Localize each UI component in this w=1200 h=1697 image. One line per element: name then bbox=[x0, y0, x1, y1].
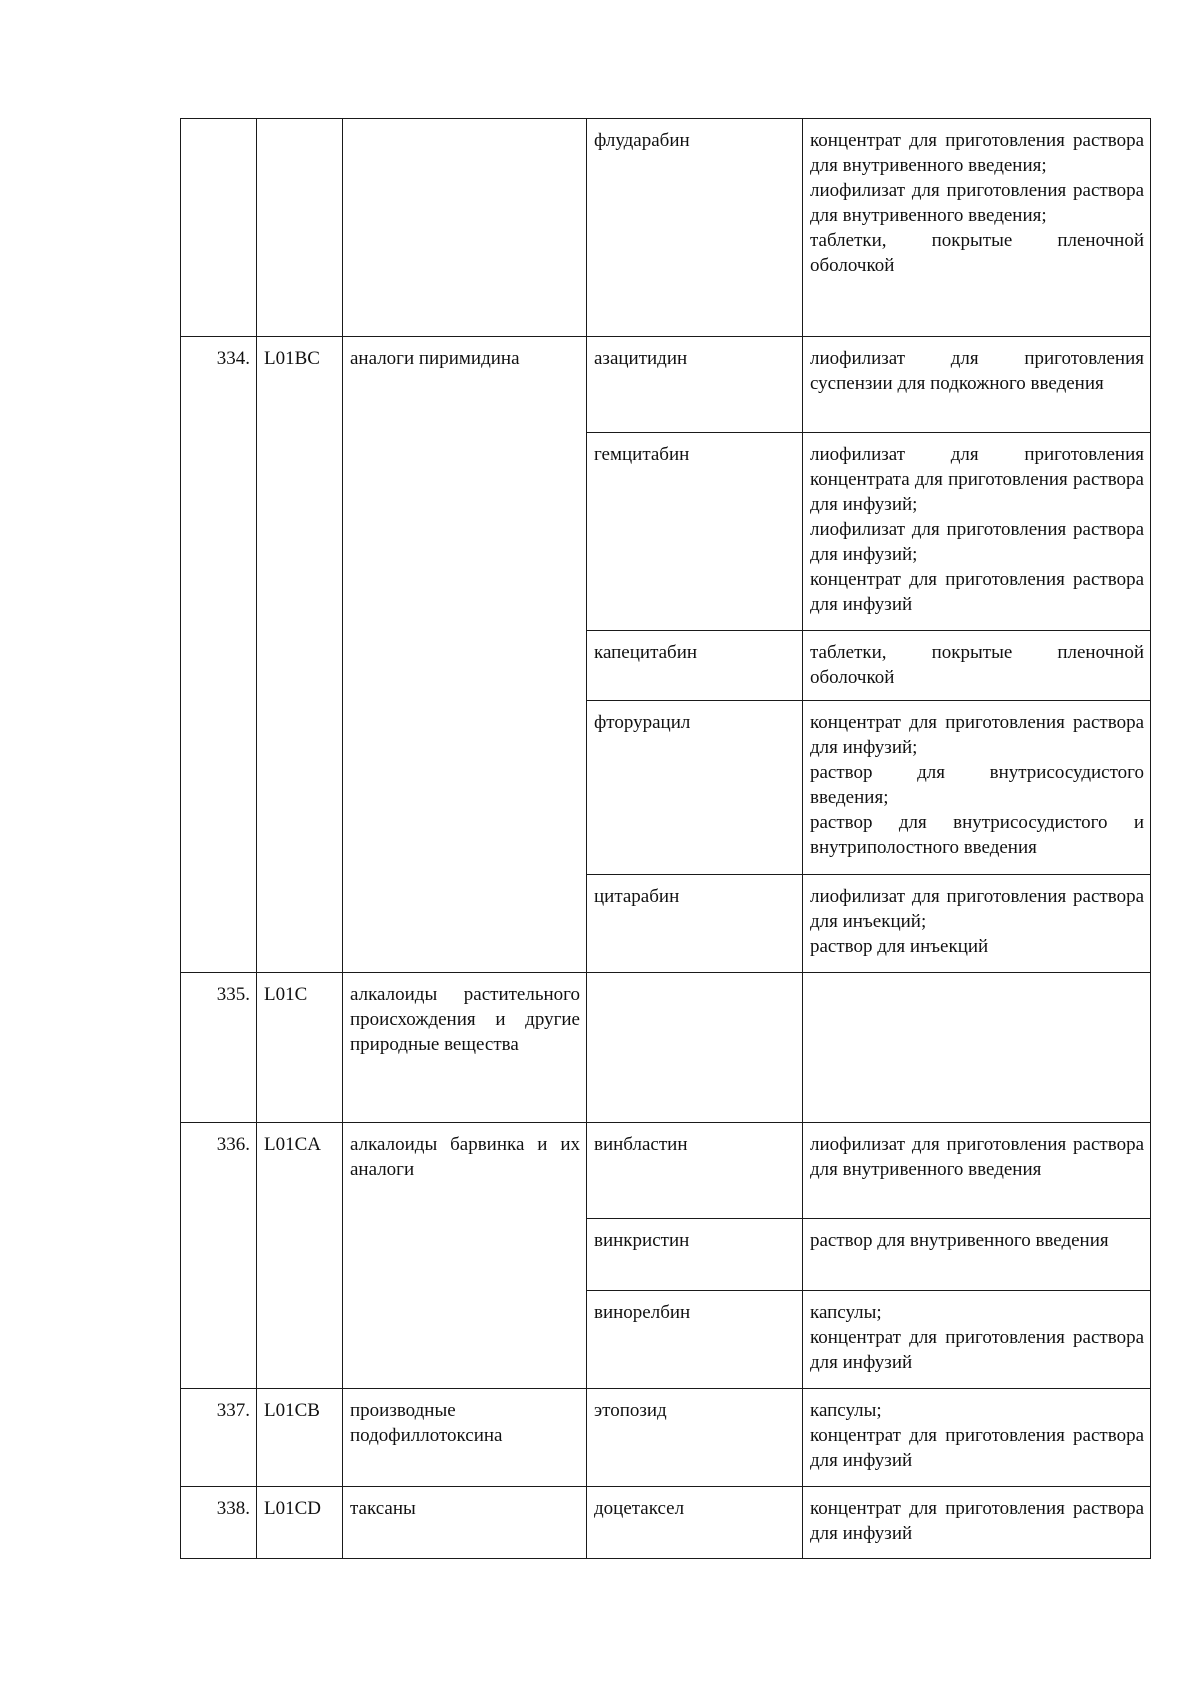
drug-name: доцетаксел bbox=[587, 1487, 803, 1559]
dosage-form: лиофилизат для приготовления концентрата для приготовления раствора для инфузий; bbox=[810, 444, 1144, 515]
dosage-form: концентрат для приготовления раствора для инфузий bbox=[810, 569, 1144, 615]
table-row bbox=[181, 1487, 1151, 1559]
dosage-forms bbox=[803, 433, 1151, 631]
drug-name: винбластин bbox=[587, 1123, 803, 1219]
drug-list-table bbox=[180, 118, 1151, 1559]
row-number: 336. bbox=[181, 1123, 257, 1389]
atc-code: L01C bbox=[257, 973, 343, 1123]
dosage-form: концентрат для приготовления раствора для инфузий bbox=[810, 1498, 1144, 1544]
atc-code bbox=[257, 119, 343, 337]
dosage-form: лиофилизат для приготовления раствора для внутривенного введения; bbox=[810, 180, 1144, 226]
dosage-forms bbox=[803, 875, 1151, 973]
drug-name: азацитидин bbox=[587, 337, 803, 433]
dosage-form: концентрат для приготовления раствора для инфузий; bbox=[810, 712, 1144, 758]
drug-name: капецитабин bbox=[587, 631, 803, 701]
drug-name bbox=[587, 973, 803, 1123]
dosage-form: капсулы; bbox=[810, 1302, 882, 1323]
dosage-forms bbox=[803, 1291, 1151, 1389]
table-row bbox=[181, 1389, 1151, 1487]
dosage-form: лиофилизат для приготовления раствора для инфузий; bbox=[810, 519, 1144, 565]
table-row bbox=[181, 119, 1151, 337]
dosage-forms bbox=[803, 1123, 1151, 1219]
dosage-forms bbox=[803, 701, 1151, 875]
dosage-forms bbox=[803, 1389, 1151, 1487]
drug-name: винкристин bbox=[587, 1219, 803, 1291]
table-row bbox=[181, 973, 1151, 1123]
drug-name: этопозид bbox=[587, 1389, 803, 1487]
atc-code: L01CA bbox=[257, 1123, 343, 1389]
row-number: 335. bbox=[181, 973, 257, 1123]
dosage-forms bbox=[803, 1487, 1151, 1559]
dosage-form: концентрат для приготовления раствора для инфузий bbox=[810, 1425, 1144, 1471]
dosage-forms bbox=[803, 631, 1151, 701]
pharmacological-group: таксаны bbox=[343, 1487, 587, 1559]
dosage-form: раствор для внутрисосудистого введения; bbox=[810, 762, 1144, 808]
dosage-form: таблетки, покрытые пленочной оболочкой bbox=[810, 642, 1144, 688]
dosage-forms bbox=[803, 119, 1151, 337]
pharmacological-group bbox=[343, 119, 587, 337]
dosage-form: капсулы; bbox=[810, 1400, 882, 1421]
row-number: 334. bbox=[181, 337, 257, 973]
drug-name: флударабин bbox=[587, 119, 803, 337]
row-number: 338. bbox=[181, 1487, 257, 1559]
table-row bbox=[181, 1123, 1151, 1219]
drug-name: цитарабин bbox=[587, 875, 803, 973]
dosage-form: раствор для внутрисосудистого и внутриполостного введения bbox=[810, 812, 1144, 858]
table-row bbox=[181, 337, 1151, 433]
atc-code: L01BC bbox=[257, 337, 343, 973]
pharmacological-group: аналоги пиримидина bbox=[343, 337, 587, 973]
dosage-form: раствор для инъекций bbox=[810, 936, 989, 957]
drug-name: гемцитабин bbox=[587, 433, 803, 631]
dosage-form: концентрат для приготовления раствора для инфузий bbox=[810, 1327, 1144, 1373]
drug-name: фторурацил bbox=[587, 701, 803, 875]
row-number bbox=[181, 119, 257, 337]
dosage-form: таблетки, покрытые пленочной оболочкой bbox=[810, 230, 1144, 276]
dosage-form: раствор для внутривенного введения bbox=[810, 1230, 1109, 1251]
pharmacological-group: алкалоиды барвинка и их аналоги bbox=[343, 1123, 587, 1389]
atc-code: L01CD bbox=[257, 1487, 343, 1559]
dosage-forms bbox=[803, 337, 1151, 433]
drug-name: винорелбин bbox=[587, 1291, 803, 1389]
dosage-forms bbox=[803, 1219, 1151, 1291]
dosage-forms bbox=[803, 973, 1151, 1123]
dosage-form: концентрат для приготовления раствора для внутривенного введения; bbox=[810, 130, 1144, 176]
pharmacological-group: алкалоиды растительного происхождения и другие природные вещества bbox=[343, 973, 587, 1123]
dosage-form: лиофилизат для приготовления раствора для внутривенного введения bbox=[810, 1134, 1144, 1180]
pharmacological-group: производные подофиллотоксина bbox=[343, 1389, 587, 1487]
dosage-form: лиофилизат для приготовления суспензии для подкожного введения bbox=[810, 348, 1144, 394]
atc-code: L01CB bbox=[257, 1389, 343, 1487]
row-number: 337. bbox=[181, 1389, 257, 1487]
dosage-form: лиофилизат для приготовления раствора для инъекций; bbox=[810, 886, 1144, 932]
